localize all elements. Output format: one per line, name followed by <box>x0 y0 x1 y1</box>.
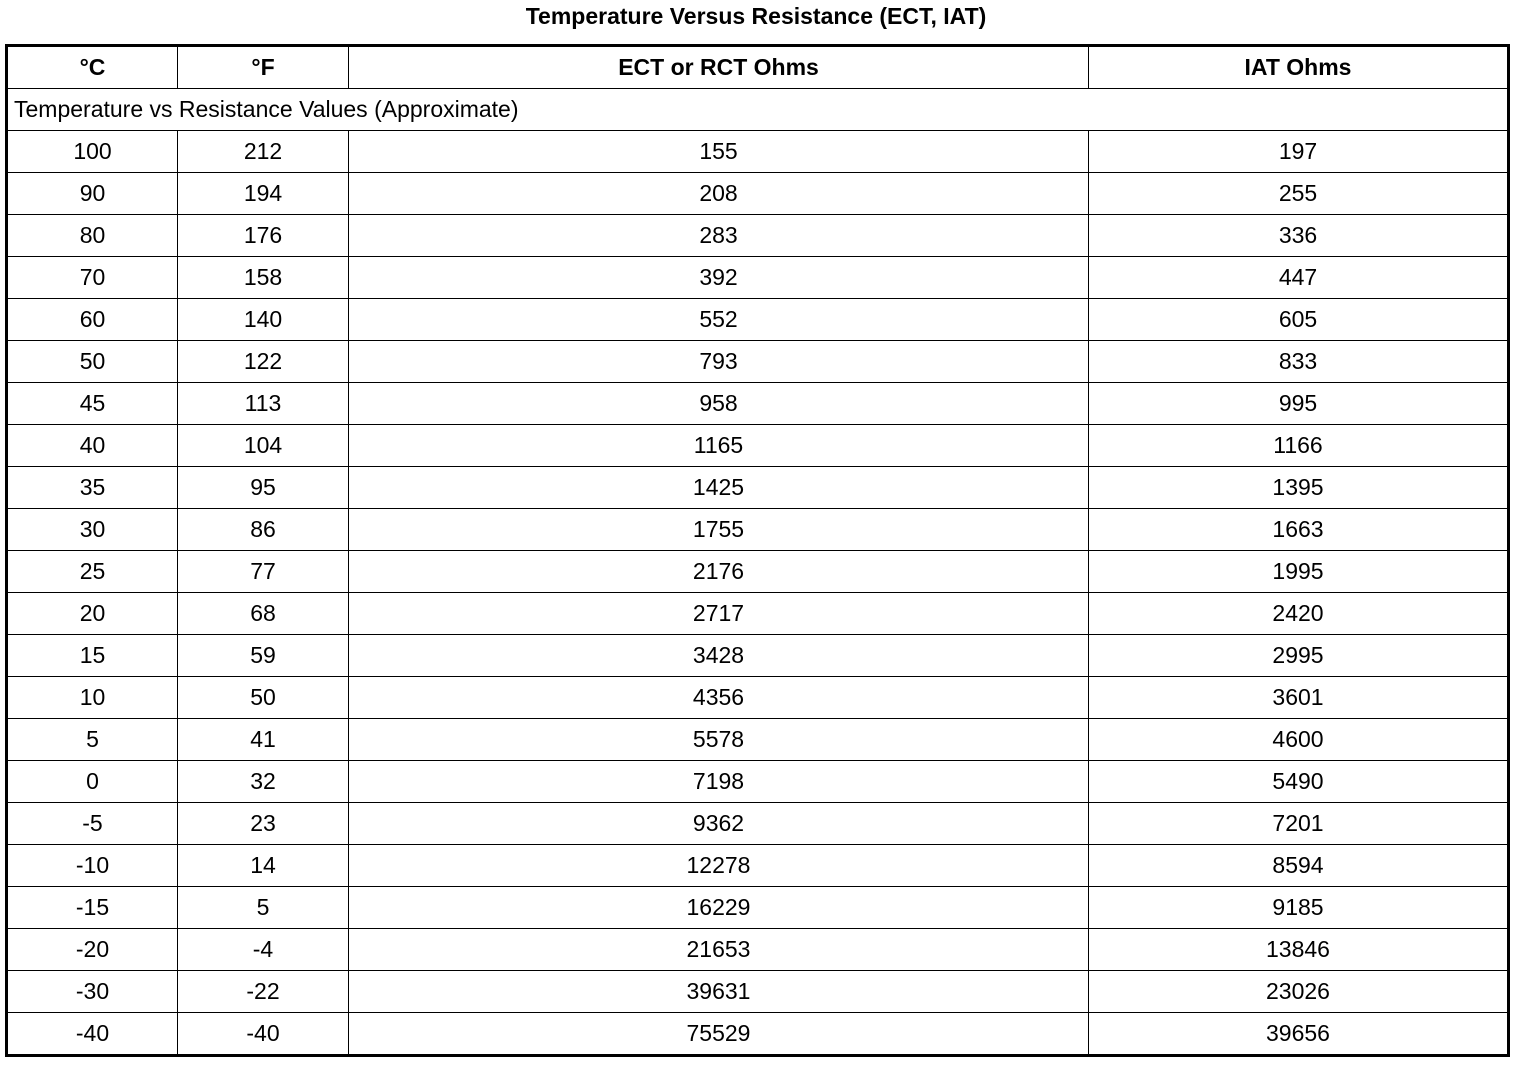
cell-ect-rct-ohms: 9362 <box>349 803 1089 845</box>
cell-iat-ohms: 1166 <box>1089 425 1509 467</box>
table-row <box>7 131 1509 173</box>
cell-ect-rct-ohms: 958 <box>349 383 1089 425</box>
cell-fahrenheit: 77 <box>178 551 349 593</box>
cell-ect-rct-ohms: 793 <box>349 341 1089 383</box>
cell-celsius: 30 <box>7 509 178 551</box>
cell-iat-ohms: 3601 <box>1089 677 1509 719</box>
cell-ect-rct-ohms: 1425 <box>349 467 1089 509</box>
cell-fahrenheit: 104 <box>178 425 349 467</box>
cell-iat-ohms: 2995 <box>1089 635 1509 677</box>
cell-iat-ohms: 23026 <box>1089 971 1509 1013</box>
table-row <box>7 719 1509 761</box>
cell-celsius: 50 <box>7 341 178 383</box>
cell-fahrenheit: 212 <box>178 131 349 173</box>
cell-celsius: 20 <box>7 593 178 635</box>
cell-fahrenheit: -40 <box>178 1013 349 1056</box>
table-row <box>7 425 1509 467</box>
temperature-resistance-table <box>5 44 1510 1057</box>
table-row <box>7 383 1509 425</box>
table-row <box>7 635 1509 677</box>
cell-ect-rct-ohms: 21653 <box>349 929 1089 971</box>
table-row <box>7 173 1509 215</box>
cell-ect-rct-ohms: 2717 <box>349 593 1089 635</box>
cell-celsius: 80 <box>7 215 178 257</box>
cell-iat-ohms: 5490 <box>1089 761 1509 803</box>
table-row <box>7 1013 1509 1056</box>
cell-fahrenheit: 23 <box>178 803 349 845</box>
cell-celsius: -10 <box>7 845 178 887</box>
cell-iat-ohms: 447 <box>1089 257 1509 299</box>
cell-iat-ohms: 39656 <box>1089 1013 1509 1056</box>
cell-iat-ohms: 1663 <box>1089 509 1509 551</box>
note-row <box>7 89 1509 131</box>
table-row <box>7 467 1509 509</box>
cell-fahrenheit: 113 <box>178 383 349 425</box>
table-title: Temperature Versus Resistance (ECT, IAT) <box>525 3 987 29</box>
cell-celsius: -15 <box>7 887 178 929</box>
cell-ect-rct-ohms: 155 <box>349 131 1089 173</box>
cell-iat-ohms: 4600 <box>1089 719 1509 761</box>
cell-fahrenheit: -22 <box>178 971 349 1013</box>
cell-fahrenheit: 32 <box>178 761 349 803</box>
cell-iat-ohms: 2420 <box>1089 593 1509 635</box>
cell-ect-rct-ohms: 1165 <box>349 425 1089 467</box>
table-row <box>7 929 1509 971</box>
cell-iat-ohms: 8594 <box>1089 845 1509 887</box>
column-header-celsius: °C <box>7 46 178 89</box>
cell-fahrenheit: 14 <box>178 845 349 887</box>
cell-celsius: 45 <box>7 383 178 425</box>
cell-fahrenheit: 5 <box>178 887 349 929</box>
cell-celsius: -40 <box>7 1013 178 1056</box>
cell-ect-rct-ohms: 12278 <box>349 845 1089 887</box>
cell-fahrenheit: 59 <box>178 635 349 677</box>
cell-fahrenheit: 50 <box>178 677 349 719</box>
header-row <box>7 46 1509 89</box>
cell-celsius: 5 <box>7 719 178 761</box>
table-row <box>7 509 1509 551</box>
cell-celsius: 60 <box>7 299 178 341</box>
cell-celsius: -30 <box>7 971 178 1013</box>
cell-fahrenheit: 68 <box>178 593 349 635</box>
cell-celsius: 35 <box>7 467 178 509</box>
cell-iat-ohms: 336 <box>1089 215 1509 257</box>
cell-iat-ohms: 197 <box>1089 131 1509 173</box>
cell-celsius: -20 <box>7 929 178 971</box>
table-row <box>7 761 1509 803</box>
cell-fahrenheit: 176 <box>178 215 349 257</box>
cell-fahrenheit: 95 <box>178 467 349 509</box>
cell-ect-rct-ohms: 208 <box>349 173 1089 215</box>
cell-iat-ohms: 9185 <box>1089 887 1509 929</box>
cell-celsius: 0 <box>7 761 178 803</box>
cell-fahrenheit: 86 <box>178 509 349 551</box>
cell-iat-ohms: 13846 <box>1089 929 1509 971</box>
cell-fahrenheit: -4 <box>178 929 349 971</box>
cell-iat-ohms: 605 <box>1089 299 1509 341</box>
table-row <box>7 215 1509 257</box>
cell-celsius: 100 <box>7 131 178 173</box>
cell-iat-ohms: 1395 <box>1089 467 1509 509</box>
column-header-fahrenheit: °F <box>178 46 349 89</box>
table-row <box>7 677 1509 719</box>
cell-iat-ohms: 1995 <box>1089 551 1509 593</box>
cell-celsius: 40 <box>7 425 178 467</box>
table-row <box>7 803 1509 845</box>
table-row <box>7 551 1509 593</box>
column-header-iat-ohms: IAT Ohms <box>1089 46 1509 89</box>
column-header-ect-rct-ohms: ECT or RCT Ohms <box>349 46 1089 89</box>
cell-ect-rct-ohms: 1755 <box>349 509 1089 551</box>
cell-iat-ohms: 833 <box>1089 341 1509 383</box>
cell-celsius: 25 <box>7 551 178 593</box>
table-row <box>7 887 1509 929</box>
table-row <box>7 257 1509 299</box>
cell-ect-rct-ohms: 4356 <box>349 677 1089 719</box>
table-row <box>7 971 1509 1013</box>
cell-ect-rct-ohms: 3428 <box>349 635 1089 677</box>
cell-fahrenheit: 41 <box>178 719 349 761</box>
cell-fahrenheit: 140 <box>178 299 349 341</box>
cell-iat-ohms: 255 <box>1089 173 1509 215</box>
cell-ect-rct-ohms: 2176 <box>349 551 1089 593</box>
cell-ect-rct-ohms: 283 <box>349 215 1089 257</box>
table-row <box>7 341 1509 383</box>
cell-iat-ohms: 995 <box>1089 383 1509 425</box>
cell-ect-rct-ohms: 39631 <box>349 971 1089 1013</box>
cell-fahrenheit: 122 <box>178 341 349 383</box>
table-row <box>7 593 1509 635</box>
cell-ect-rct-ohms: 392 <box>349 257 1089 299</box>
cell-celsius: -5 <box>7 803 178 845</box>
cell-ect-rct-ohms: 75529 <box>349 1013 1089 1056</box>
cell-iat-ohms: 7201 <box>1089 803 1509 845</box>
cell-celsius: 90 <box>7 173 178 215</box>
cell-fahrenheit: 194 <box>178 173 349 215</box>
table-row <box>7 299 1509 341</box>
cell-fahrenheit: 158 <box>178 257 349 299</box>
cell-ect-rct-ohms: 5578 <box>349 719 1089 761</box>
cell-celsius: 70 <box>7 257 178 299</box>
cell-ect-rct-ohms: 16229 <box>349 887 1089 929</box>
cell-ect-rct-ohms: 7198 <box>349 761 1089 803</box>
cell-celsius: 15 <box>7 635 178 677</box>
table-note: Temperature vs Resistance Values (Approximate) <box>7 89 1509 131</box>
table-row <box>7 845 1509 887</box>
cell-ect-rct-ohms: 552 <box>349 299 1089 341</box>
cell-celsius: 10 <box>7 677 178 719</box>
